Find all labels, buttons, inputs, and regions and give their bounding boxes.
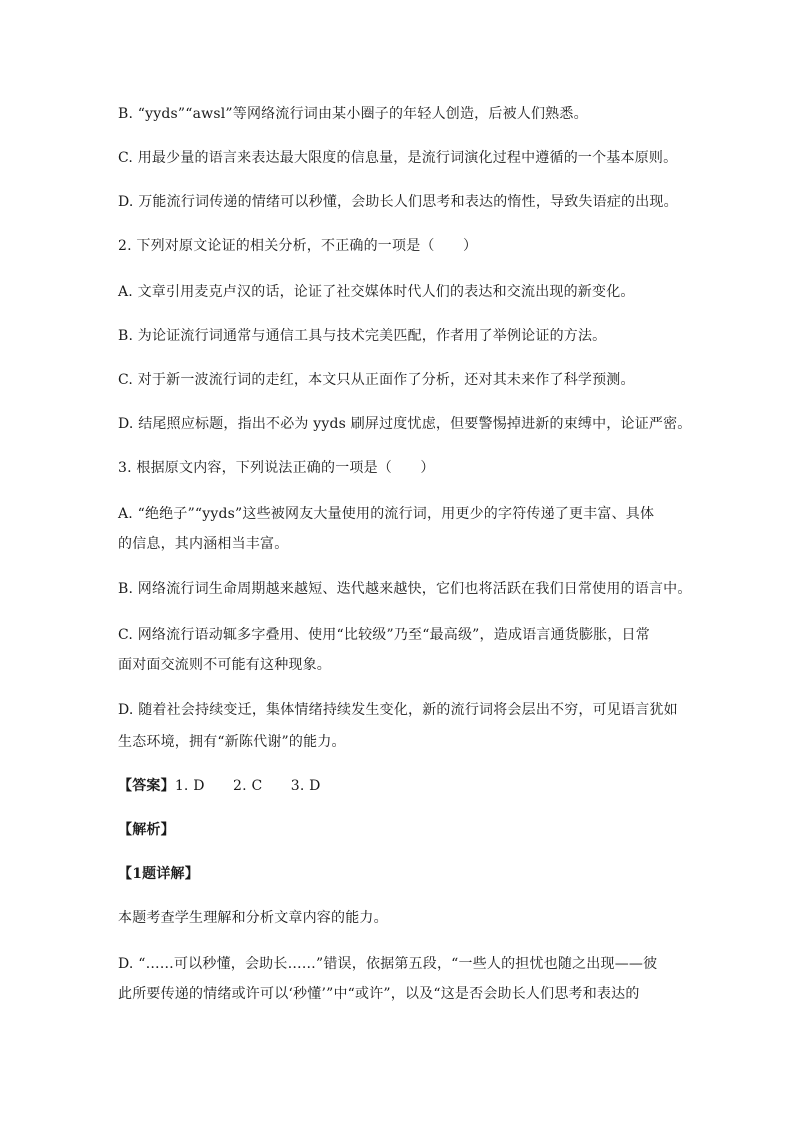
answer-label: 【答案】 — [118, 778, 175, 794]
detail-line-3: 此所要传递的情绪或许可以‘秒懂’”中“或许”，以及“这是否会助长人们思考和表达的 — [118, 986, 640, 1002]
option-c-q1: C. 用最少量的语言来表达最大限度的信息量，是流行词演化过程中遵循的一个基本原则。 — [118, 150, 678, 166]
question-2: 2. 下列对原文论证的相关分析，不正确的一项是（ ） — [118, 238, 478, 254]
option-a-q3-cont: 的信息，其内涵相当丰富。 — [118, 536, 289, 552]
option-b-q3: B. 网络流行词生命周期越来越短、迭代越来越快，它们也将活跃在我们日常使用的语言中。 — [118, 581, 692, 597]
option-a-q2: A. 文章引用麦克卢汉的话，论证了社交媒体时代人们的表达和交流出现的新变化。 — [118, 284, 635, 300]
detail-line-2: D. “……可以秒懂，会助长……”错误，依据第五段，“一些人的担忧也随之出现——彼 — [118, 956, 658, 972]
question-3: 3. 根据原文内容，下列说法正确的一项是（ ） — [118, 460, 435, 476]
option-c-q3: C. 网络流行语动辄多字叠用、使用“比较级”乃至“最高级”，造成语言通货膨胀，日常 — [118, 627, 650, 643]
option-d-q3: D. 随着社会持续变迁，集体情绪持续发生变化，新的流行词将会层出不穷，可见语言犹如 — [118, 702, 678, 718]
option-d-q3-cont: 生态环境，拥有“新陈代谢”的能力。 — [118, 734, 346, 750]
option-d-q1: D. 万能流行词传递的情绪可以秒懂，会助长人们思考和表达的惰性，导致失语症的出现。 — [118, 194, 678, 210]
option-b-q1: B. “yyds”“awsl”等网络流行词由某小圈子的年轻人创造，后被人们熟悉。 — [118, 106, 588, 122]
option-c-q2: C. 对于新一波流行词的走红，本文只从正面作了分析，还对其未来作了科学预测。 — [118, 372, 635, 388]
detail-line-1: 本题考查学生理解和分析文章内容的能力。 — [118, 910, 388, 926]
option-c-q3-cont: 面对面交流则不可能有这种现象。 — [118, 657, 331, 673]
detail-label: 【1题详解】 — [118, 866, 199, 882]
option-a-q3: A. “绝绝子”“yyds”这些被网友大量使用的流行词，用更少的字符传递了更丰富、具体 — [118, 506, 655, 522]
answer-text: 1. D 2. C 3. D — [174, 778, 321, 794]
analysis-label: 【解析】 — [118, 822, 175, 838]
option-b-q2: B. 为论证流行词通常与通信工具与技术完美匹配，作者用了举例论证的方法。 — [118, 328, 607, 344]
option-d-q2: D. 结尾照应标题，指出不必为 yyds 刷屏过度忧虑，但要警惕掉进新的束缚中，论证严密。 — [118, 416, 692, 432]
answer-row — [118, 776, 321, 796]
